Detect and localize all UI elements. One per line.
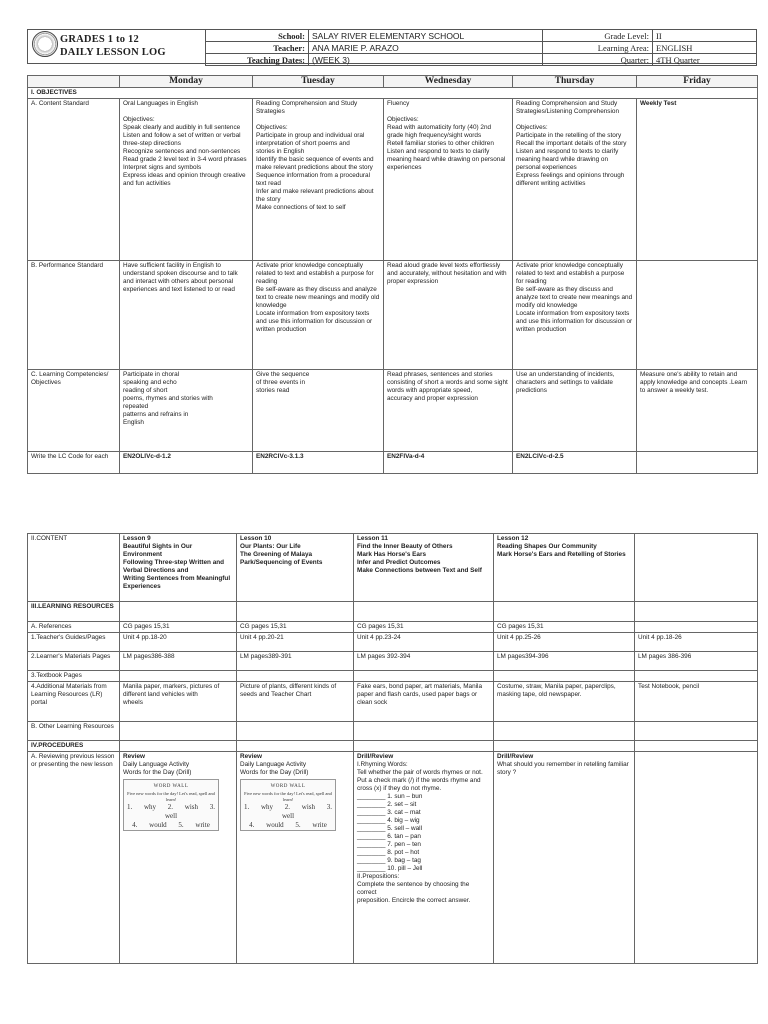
word-wall-word: 1. why xyxy=(243,803,274,811)
row-label-references: A. References xyxy=(28,622,120,633)
section-learning-resources: III.LEARNING RESOURCES xyxy=(28,602,120,622)
header-info-grid xyxy=(205,29,757,66)
day-header-tuesday: Tuesday xyxy=(253,76,384,88)
document-title xyxy=(60,33,166,59)
tg-cell: Unit 4 pp.18-20 xyxy=(120,633,237,652)
word-wall-image xyxy=(123,779,219,831)
word-wall-word: 4. would xyxy=(249,821,284,829)
area-label: Learning Area: xyxy=(543,42,653,54)
tg-cell: Unit 4 pp.20-21 xyxy=(237,633,354,652)
word-wall-word: 1. why xyxy=(126,803,157,811)
competency-cell: Use an understanding of incidents, characters and settings to validate predictions xyxy=(513,370,637,452)
performance-standard-cell: Have sufficient facility in English to understand spoken discourse and to talk and interact with others about personal experiences and text listened to or read xyxy=(120,261,253,370)
blank-cell xyxy=(354,741,494,752)
tg-cell: Unit 4 pp.25-26 xyxy=(494,633,635,652)
deped-seal-icon xyxy=(32,31,58,57)
review-body: Daily Language Activity Words for the Day (Drill) xyxy=(240,761,309,776)
competency-cell: Give the sequence of three events in stories read xyxy=(253,370,384,452)
lesson-cell: Lesson 11 Find the Inner Beauty of Others Mark Has Horse's Ears Infer and Predict Outcomes Make Connections between Text and Self xyxy=(354,534,494,602)
other-resources-cell xyxy=(120,722,237,741)
blank-cell xyxy=(635,602,758,622)
row-label-teachers-guide: 1.Teacher's Guides/Pages xyxy=(28,633,120,652)
review-heading: Review xyxy=(240,753,263,760)
row-label-learners-materials: 2.Learner's Materials Pages xyxy=(28,652,120,671)
other-resources-cell xyxy=(494,722,635,741)
additional-materials-cell: Test Notebook, pencil xyxy=(635,682,758,722)
title-line-1: GRADES 1 to 12 xyxy=(60,34,139,45)
word-wall-word: 4. would xyxy=(132,821,167,829)
lesson-cell: Lesson 10 Our Plants: Our Life The Greening of Malaya Park/Sequencing of Events xyxy=(237,534,354,602)
review-cell xyxy=(494,752,635,964)
school-value: SALAY RIVER ELEMENTARY SCHOOL xyxy=(309,30,543,42)
word-wall-word: 3. well xyxy=(164,803,216,820)
day-header-thursday: Thursday xyxy=(513,76,637,88)
tg-cell: Unit 4 pp.23-24 xyxy=(354,633,494,652)
quarter-label: Quarter: xyxy=(543,54,653,66)
section-objectives: I. OBJECTIVES xyxy=(28,88,758,99)
day-header-wednesday: Wednesday xyxy=(384,76,513,88)
reference-cell xyxy=(635,622,758,633)
word-wall-word: 2. wish xyxy=(284,803,316,811)
performance-standard-cell: Read aloud grade level texts effortlessly and accurately, without hesitation and with proper expression xyxy=(384,261,513,370)
day-header-monday: Monday xyxy=(120,76,253,88)
reference-cell: CG pages 15,31 xyxy=(120,622,237,633)
lm-cell: LM pages 386-396 xyxy=(635,652,758,671)
word-wall-instructions: Five new words for the day! Let's read, spell and learn! xyxy=(127,791,215,802)
review-body: Daily Language Activity Words for the Day (Drill) xyxy=(123,761,192,776)
competency-cell: Participate in choral speaking and echo reading of short poems, rhymes and stories with repeated patterns and refrains in English xyxy=(120,370,253,452)
reference-cell: CG pages 15,31 xyxy=(354,622,494,633)
title-line-2: DAILY LESSON LOG xyxy=(60,47,166,58)
content-standard-cell: Fluency Objectives: Read with automaticity forty (40) 2nd grade high frequency/sight words Retell familiar stories to other children Listen and respond to texts to clarify meaning heard while drawing on personal experiences xyxy=(384,99,513,261)
lm-cell: LM pages386-388 xyxy=(120,652,237,671)
performance-standard-cell: Activate prior knowledge conceptually related to text and establish a purpose for reading Be self-aware as they discuss and analyze text to create new meanings and modify old knowledge Locate information from expository texts and use this information for discussion or written production xyxy=(253,261,384,370)
lc-code-cell: EN2LCIVc-d-2.5 xyxy=(513,452,637,474)
row-label-lc-code: Write the LC Code for each xyxy=(28,452,120,474)
reference-cell: CG pages 15,31 xyxy=(494,622,635,633)
section-content: II.CONTENT xyxy=(28,534,120,602)
competency-cell: Measure one's ability to retain and apply knowledge and concepts .Learn to answer a weekly test. xyxy=(637,370,758,452)
objectives-table xyxy=(27,75,758,474)
grade-value: II xyxy=(653,30,757,42)
lm-cell: LM pages 392-394 xyxy=(354,652,494,671)
word-wall-word: 5. write xyxy=(295,821,327,829)
blank-cell xyxy=(120,741,237,752)
textbook-cell xyxy=(120,671,237,682)
blank-cell xyxy=(120,602,237,622)
review-cell xyxy=(120,752,237,964)
blank-cell xyxy=(237,741,354,752)
blank-cell xyxy=(494,602,635,622)
quarter-value: 4TH Quarter xyxy=(653,54,757,66)
content-standard-cell: Reading Comprehension and Study Strategies Objectives: Participate in group and individual oral interpretation of short poems and stories in English Identify the basic sequence of events and make relevant predictions about the story Sequence information from a procedural text read Infer and make relevant predictions about the story Make connections of text to self xyxy=(253,99,384,261)
other-resources-cell xyxy=(237,722,354,741)
review-heading: Drill/Review xyxy=(357,753,394,760)
row-label-additional-materials: 4.Additional Materials from Learning Resources (LR) portal xyxy=(28,682,120,722)
word-wall-title: WORD WALL xyxy=(270,784,306,789)
day-header-friday: Friday xyxy=(637,76,758,88)
blank-cell xyxy=(354,602,494,622)
additional-materials-cell: Manila paper, markers, pictures of different land vehicles with wheels xyxy=(120,682,237,722)
content-standard-cell: Oral Languages in English Objectives: Speak clearly and audibly in full sentence Listen and follow a set of written or verbal three-step directions Recognize sentences and non-sentences Read grade 2 level text in 3-4 word phrases Interpret signs and symbols Express ideas and opinion through creative and fun activities xyxy=(120,99,253,261)
blank-cell xyxy=(494,741,635,752)
blank-cell xyxy=(635,741,758,752)
teacher-value: ANA MARIE P. ARAZO xyxy=(309,42,543,54)
lc-code-cell: EN2FIVa-d-4 xyxy=(384,452,513,474)
word-wall-image xyxy=(240,779,336,831)
performance-standard-cell: Activate prior knowledge conceptually related to text and establish a purpose for reading Be self-aware as they discuss and analyze text to create new meanings and modify old knowledge Locate information from expository texts and use this information for discussion or written production xyxy=(513,261,637,370)
performance-standard-cell xyxy=(637,261,758,370)
textbook-cell xyxy=(354,671,494,682)
tg-cell: Unit 4 pp.18-26 xyxy=(635,633,758,652)
lc-code-cell xyxy=(637,452,758,474)
review-body: What should you remember in retelling familiar story ? xyxy=(497,761,629,776)
dates-label: Teaching Dates: xyxy=(206,54,309,66)
word-wall-word: 5. write xyxy=(178,821,210,829)
row-label-other-resources: B. Other Learning Resources xyxy=(28,722,120,741)
additional-materials-cell: Fake ears, bond paper, art materials, Manila paper and flash cards, used paper bags or clean sock xyxy=(354,682,494,722)
lesson-cell xyxy=(635,534,758,602)
section-procedures: IV.PROCEDURES xyxy=(28,741,120,752)
row-label-review: A. Reviewing previous lesson or presenting the new lesson xyxy=(28,752,120,964)
row-label-competencies: C. Learning Competencies/ Objectives xyxy=(28,370,120,452)
review-cell xyxy=(354,752,494,964)
review-cell xyxy=(237,752,354,964)
review-heading: Review xyxy=(123,753,146,760)
word-wall-word: 2. wish xyxy=(167,803,199,811)
grade-label: Grade Level: xyxy=(543,30,653,42)
lc-code-cell: EN2RCIVc-3.1.3 xyxy=(253,452,384,474)
lc-code-cell: EN2OLIVc-d-1.2 xyxy=(120,452,253,474)
textbook-cell xyxy=(494,671,635,682)
reference-cell: CG pages 15,31 xyxy=(237,622,354,633)
lesson-cell: Lesson 12 Reading Shapes Our Community Mark Horse's Ears and Retelling of Stories xyxy=(494,534,635,602)
area-value: ENGLISH xyxy=(653,42,757,54)
teacher-label: Teacher: xyxy=(206,42,309,54)
content-standard-cell: Reading Comprehension and Study Strategies/Listening Comprehension Objectives: Participate in the retelling of the story Recall the important details of the story Listen and respond to texts to clarify meaning heard while drawing on personal experiences Express feelings and opinions through different writing activities xyxy=(513,99,637,261)
other-resources-cell xyxy=(635,722,758,741)
competency-cell: Read phrases, sentences and stories consisting of short a words and some sight words with appropriate speed, accuracy and proper expression xyxy=(384,370,513,452)
word-wall-instructions: Five new words for the day! Let's read, spell and learn! xyxy=(244,791,332,802)
row-label-content-standard: A. Content Standard xyxy=(28,99,120,261)
lesson-cell: Lesson 9 Beautiful Sights in Our Environment Following Three-step Written and Verbal Directions and Writing Sentences from Meaningful Experiences xyxy=(120,534,237,602)
content-standard-cell: Weekly Test xyxy=(637,99,758,261)
content-table xyxy=(27,533,758,964)
word-wall-title: WORD WALL xyxy=(153,784,189,789)
row-label-performance-standard: B. Performance Standard xyxy=(28,261,120,370)
textbook-cell xyxy=(635,671,758,682)
review-body: I.Rhyming Words: Tell whether the pair of words rhymes or not. Put a check mark (/) if the words rhyme and cross (x) if they do not rhyme. ________ 1. sun – bun ________ 2. set – sit ________ 3. cat – mat ________ 4. big – wig ________ 5. sell – wall ________ 6. tan – pan ________ 7. pen – ten ________ 8. pot – hot ________ 9. bag – tag ________ 10. pill – Jell II.Prepositions: Complete the sentence by choosing the correct preposition. Encircle the correct answer. xyxy=(357,761,483,904)
other-resources-cell xyxy=(354,722,494,741)
dates-value: (WEEK 3) xyxy=(309,54,543,66)
school-label: School: xyxy=(206,30,309,42)
row-label-textbook: 3.Textbook Pages xyxy=(28,671,120,682)
review-heading: Drill/Review xyxy=(497,753,534,760)
textbook-cell xyxy=(237,671,354,682)
additional-materials-cell: Picture of plants, different kinds of seeds and Teacher Chart xyxy=(237,682,354,722)
lm-cell: LM pages394-396 xyxy=(494,652,635,671)
lm-cell: LM pages389-391 xyxy=(237,652,354,671)
corner-cell xyxy=(28,76,120,88)
blank-cell xyxy=(237,602,354,622)
additional-materials-cell: Costume, straw, Manila paper, paperclips, masking tape, old newspaper. xyxy=(494,682,635,722)
review-cell xyxy=(635,752,758,964)
word-wall-word: 3. well xyxy=(281,803,333,820)
